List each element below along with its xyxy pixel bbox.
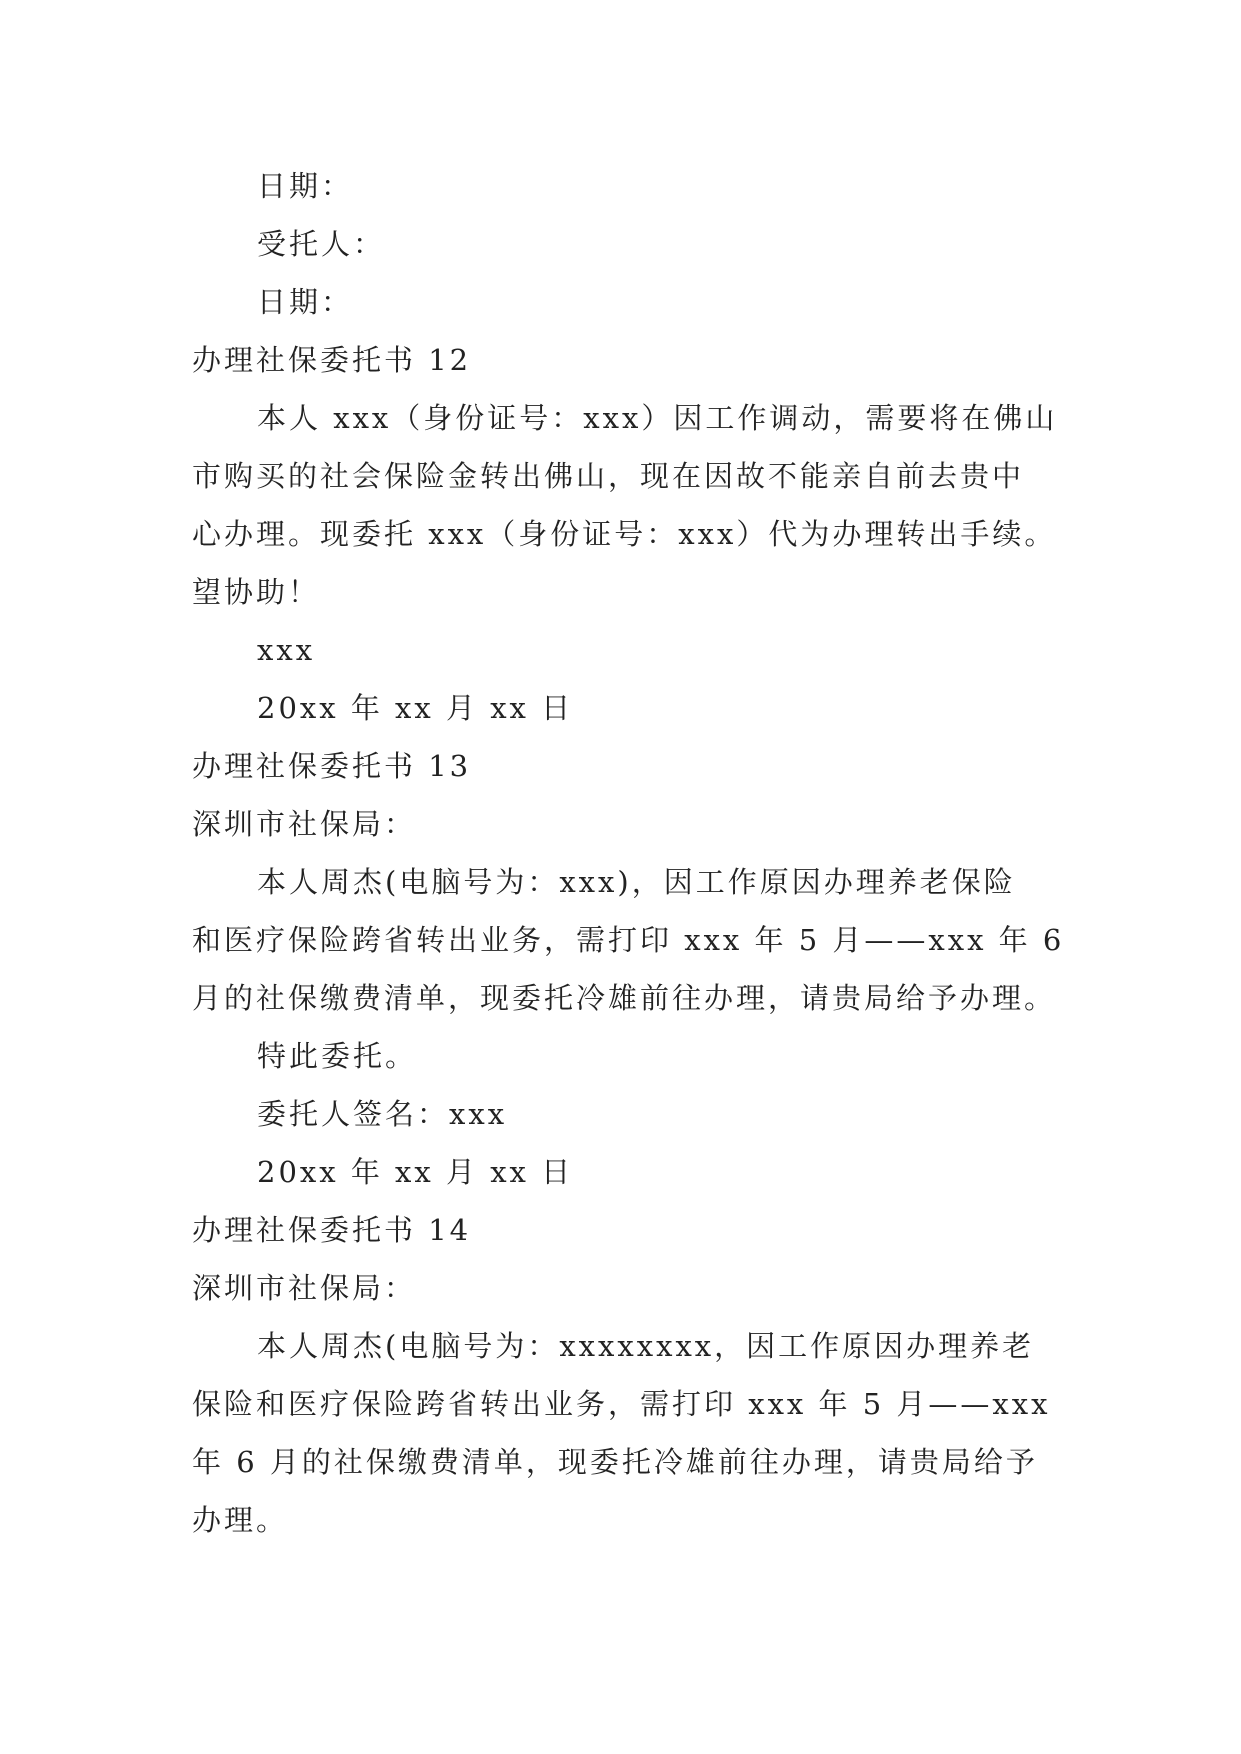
signature-name: 委托人签名：xxx [257,1097,508,1131]
addressee: 深圳市社保局： [192,807,417,841]
paragraph-line: 保险和医疗保险跨省转出业务，需打印 xxx 年 5 月——xxx [192,1387,1051,1421]
paragraph-line: 心办理。现委托 xxx（身份证号：xxx）代为办理转出手续。 [192,517,1057,551]
trustee-label: 受托人： [257,227,386,261]
paragraph-line: 本人 xxx（身份证号：xxx）因工作调动，需要将在佛山 [257,401,1058,435]
paragraph-line: 和医疗保险跨省转出业务，需打印 xxx 年 5 月——xxx 年 6 [192,923,1065,957]
paragraph-line: 年 6 月的社保缴费清单，现委托冷雄前往办理，请贵局给予 [192,1445,1038,1479]
signature-date: 20xx 年 xx 月 xx 日 [257,1155,574,1189]
paragraph-line: 办理。 [192,1503,289,1537]
paragraph-line: 市购买的社会保险金转出佛山，现在因故不能亲自前去贵中 [192,459,1025,493]
paragraph-line: 本人周杰(电脑号为：xxxxxxxx，因工作原因办理养老 [257,1329,1035,1363]
signature-name: xxx [257,633,316,667]
closing-line: 特此委托。 [257,1039,418,1073]
paragraph-line: 本人周杰(电脑号为：xxx)，因工作原因办理养老保险 [257,865,1016,899]
section-title: 办理社保委托书 12 [192,343,472,377]
signature-date: 20xx 年 xx 月 xx 日 [257,691,574,725]
section-title: 办理社保委托书 14 [192,1213,472,1247]
date-label: 日期： [257,285,354,319]
paragraph-line: 月的社保缴费清单，现委托冷雄前往办理，请贵局给予办理。 [192,981,1057,1015]
paragraph-line: 望协助！ [192,575,321,609]
addressee: 深圳市社保局： [192,1271,417,1305]
date-label: 日期： [257,169,354,203]
section-title: 办理社保委托书 13 [192,749,472,783]
